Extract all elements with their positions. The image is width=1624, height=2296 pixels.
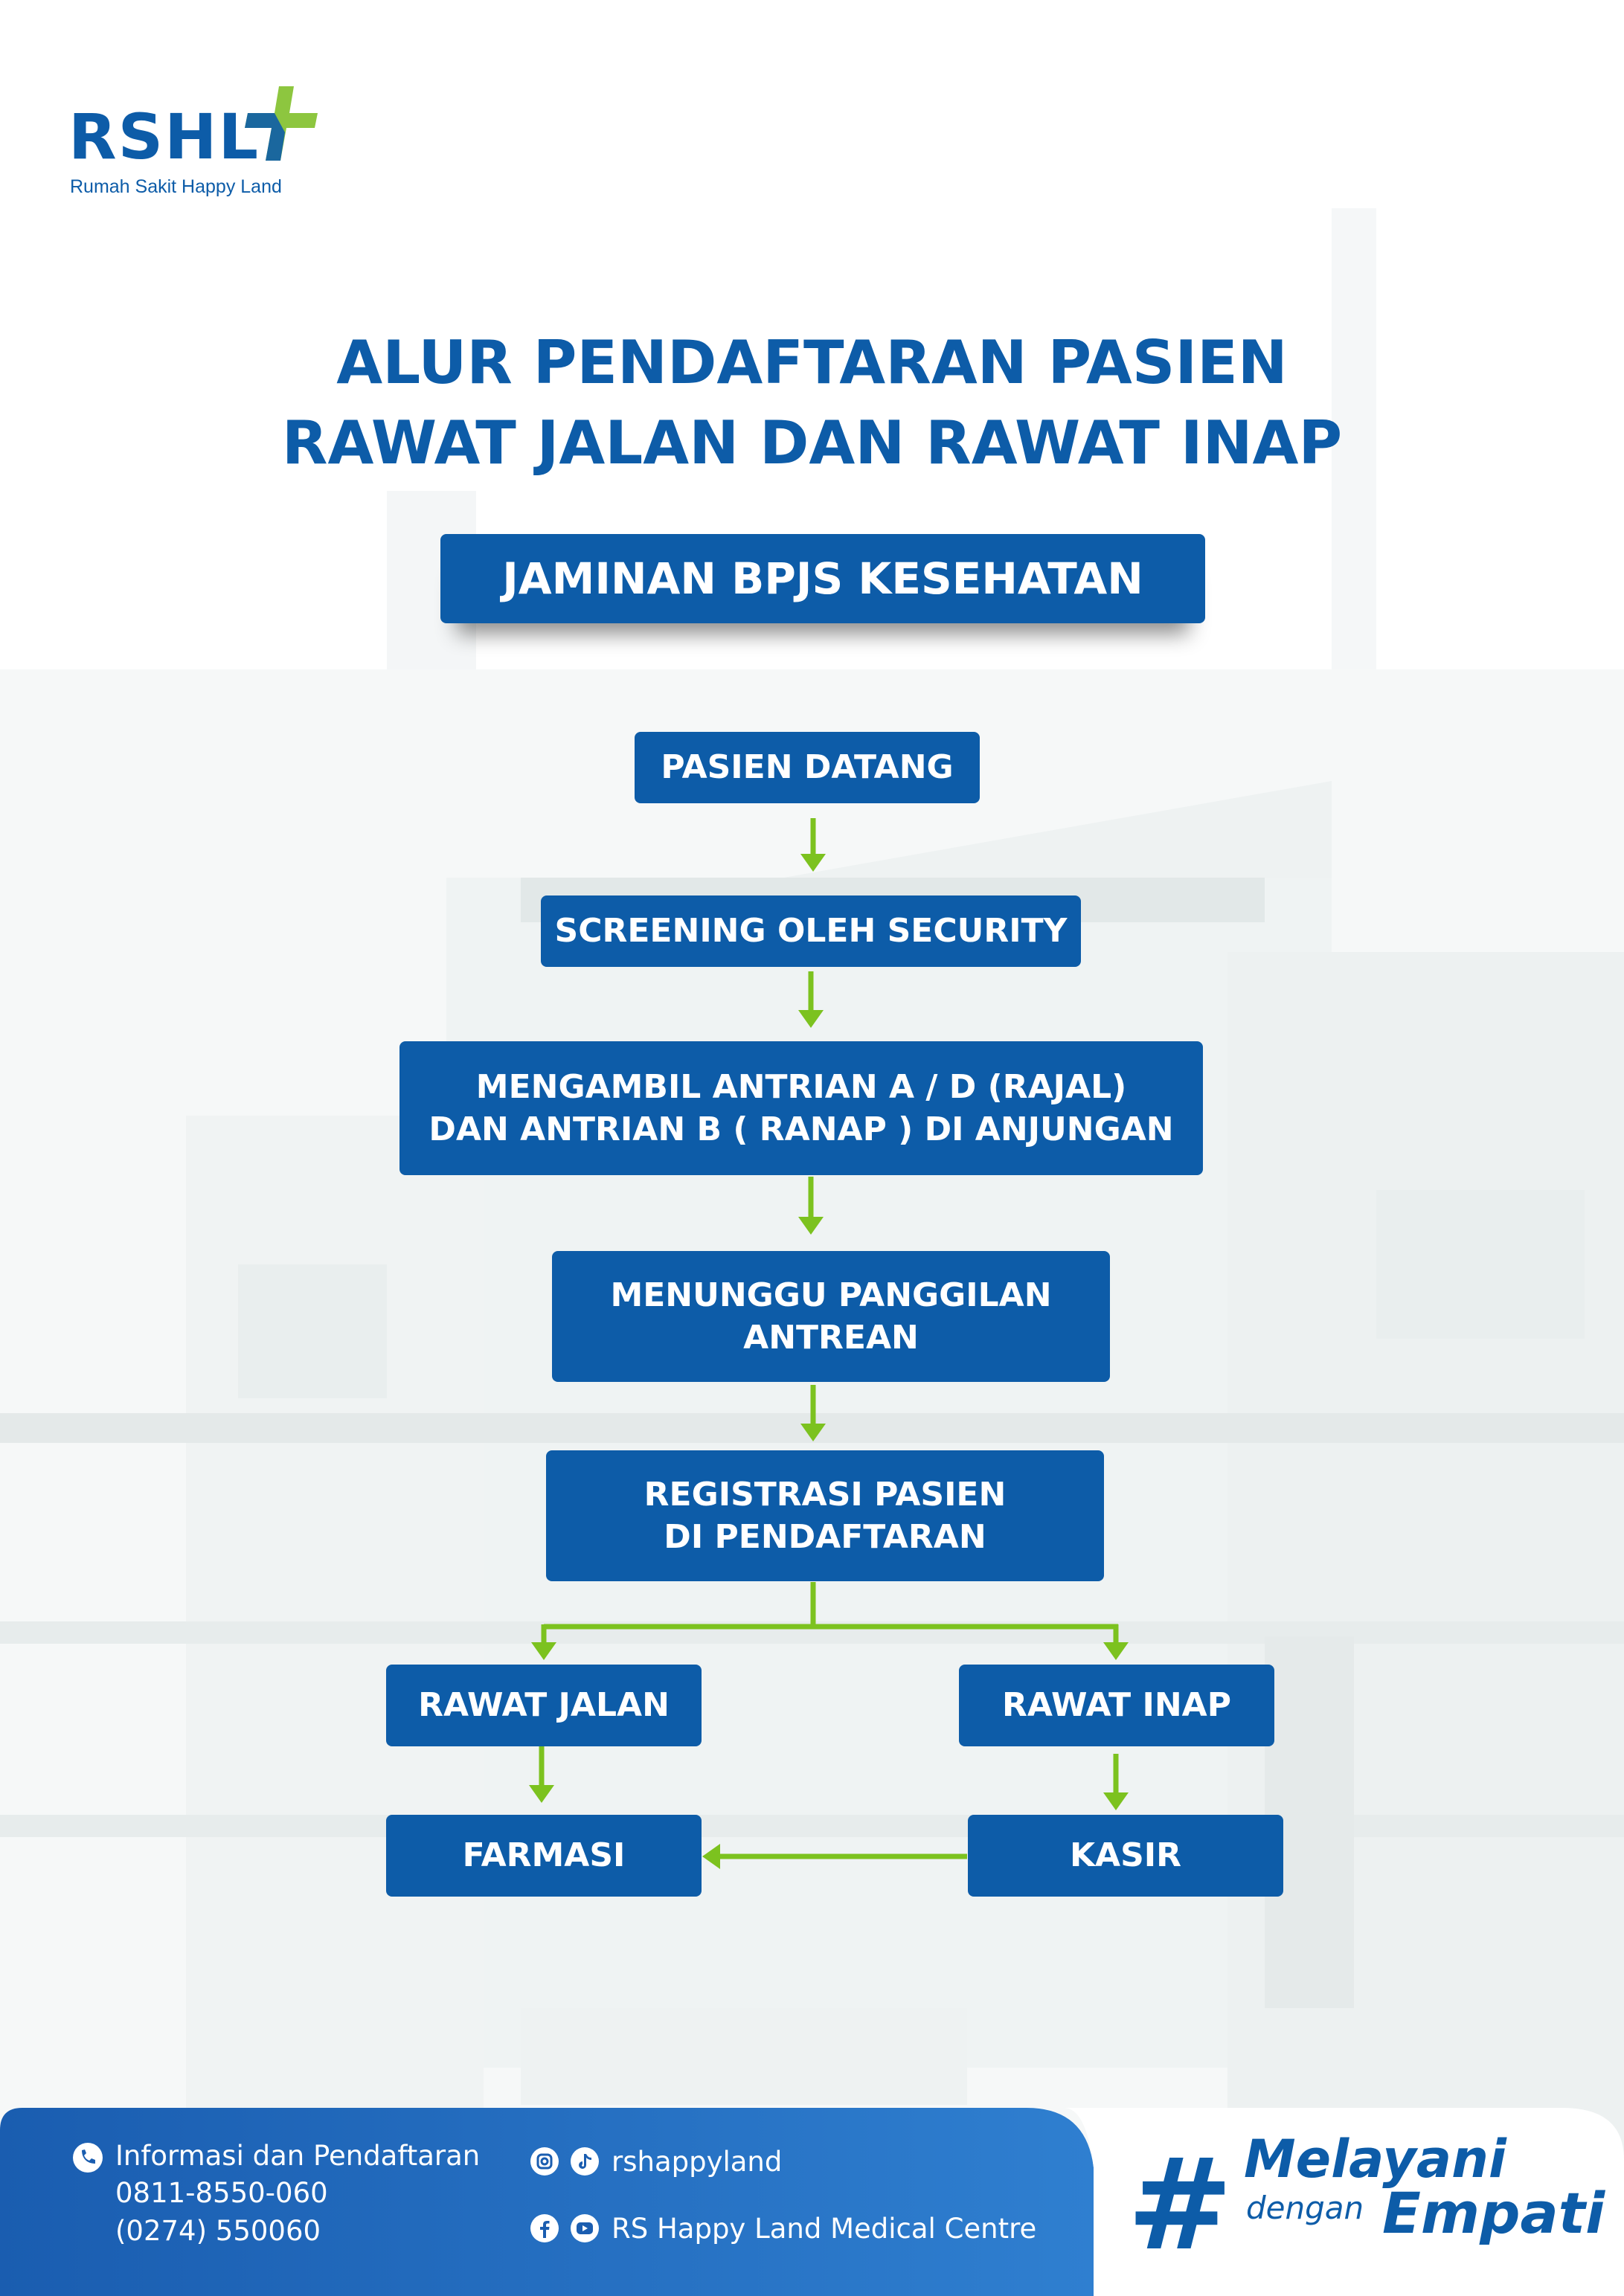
logo-subtitle: Rumah Sakit Happy Land [70,176,282,197]
step-label-line1: REGISTRASI PASIEN [643,1475,1007,1514]
step-rawat-inap [959,1665,1274,1746]
step-label: FARMASI [462,1836,626,1875]
logo-text: RSHL [68,100,260,173]
tagline-melayani: Melayani [1244,2129,1506,2190]
page-title-line2: RAWAT JALAN DAN RAWAT INAP [281,408,1343,477]
phone-number-2[interactable]: (0274) 550060 [115,2215,321,2247]
tagline-dengan: dengan [1246,2190,1364,2226]
step-menunggu-panggilan [552,1251,1110,1382]
phone-number-1[interactable]: 0811-8550-060 [115,2177,328,2209]
step-label-line2: ANTREAN [743,1319,919,1357]
step-rawat-jalan [386,1665,702,1746]
arrow-head [798,1010,824,1028]
step-label-line2: DI PENDAFTARAN [664,1518,986,1556]
arrow-head [800,854,826,872]
phone-icon [72,2142,103,2173]
social-handle[interactable]: rshappyland [612,2146,783,2178]
facebook-icon[interactable] [530,2213,559,2243]
arrow-head [529,1785,554,1803]
step-label-line1: MENUNGGU PANGGILAN [610,1276,1052,1314]
arrow-head [1103,1642,1129,1660]
step-label: KASIR [1069,1836,1182,1875]
arrow-head [800,1424,826,1441]
step-label: PASIEN DATANG [661,748,954,787]
youtube-icon[interactable] [570,2213,600,2243]
step-label-line1: MENGAMBIL ANTRIAN A / D (RAJAL) [475,1067,1127,1106]
info-label: Informasi dan Pendaftaran [115,2140,481,2172]
insurance-banner: JAMINAN BPJS KESEHATAN [440,534,1205,623]
step-label: RAWAT INAP [1002,1686,1231,1725]
tagline-hash: # [1127,2132,1233,2279]
tagline-empati: Empati [1382,2180,1605,2246]
arrow-head [531,1642,556,1660]
arrow-head [1103,1792,1129,1810]
step-registrasi-pasien [546,1450,1104,1581]
arrow-head [798,1217,824,1235]
arrow-head [702,1844,720,1869]
step-label: RAWAT JALAN [418,1686,670,1725]
tiktok-icon[interactable] [570,2147,600,2176]
step-mengambil-antrian [399,1041,1203,1175]
step-label-line2: DAN ANTRIAN B ( RANAP ) DI ANJUNGAN [429,1110,1174,1148]
page-title-line1: ALUR PENDAFTARAN PASIEN [336,328,1288,397]
step-kasir [968,1815,1283,1897]
step-screening-security [541,895,1081,967]
step-farmasi [386,1815,702,1897]
social-page[interactable]: RS Happy Land Medical Centre [612,2213,1037,2245]
instagram-icon[interactable] [530,2147,559,2176]
step-pasien-datang [635,732,980,803]
step-label: SCREENING OLEH SECURITY [554,912,1068,951]
